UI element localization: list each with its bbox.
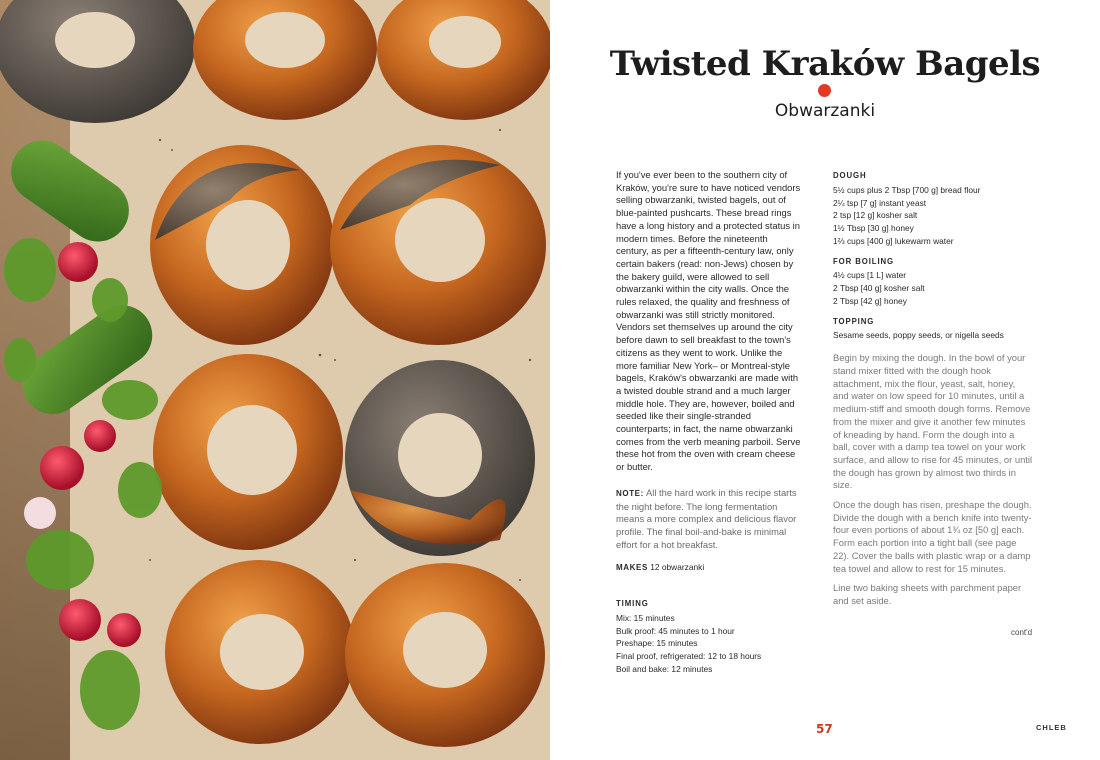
bagel-row2-left — [150, 145, 334, 345]
bagel-row3-right — [345, 360, 535, 556]
ingredient-item: 2 Tbsp [40 g] kosher salt — [833, 283, 925, 294]
ingredient-item: 2 tsp [12 g] kosher salt — [833, 210, 918, 221]
method-step: Once the dough has risen, preshape the dough. Divide the dough with a bench knife into twenty-four even portions of about 1¾ oz [50 g] each. Form each portion into a tight ball (see page 22). Cover the balls with plastic wrap or a damp tea towel and allow to rest for 15 minutes. — [833, 499, 1032, 574]
bagel-row4-right — [345, 563, 545, 747]
yield-line — [616, 561, 802, 575]
note-label: NOTE: — [616, 488, 644, 498]
recipe-page — [550, 0, 1100, 760]
red-dot-ornament — [818, 84, 831, 97]
intro-paragraph: If you've ever been to the southern city of Kraków, you're sure to have noticed vendors selling obwarzanki, twisted bagels, out of blue-painted pushcarts. These bread rings have a long history and a protected status in modern times. Before the nineteenth century, as per a fifteenth-century law, only certain bakers (read: non-Jews) chosen by the bakery guild, were allowed to sell obwarzanki within the city walls. Once the rules relaxed, the quality and freshness of obwarzanki was still strictly monitored. Vendors set themselves up around the city before dawn to sell breakfast to the town's citizens as they went to work. Unlike the more familiar New York– or Montreal-style bagels, Kraków's obwarzanki are made with a twisted double strand and a much larger middle hole. They are, however, boiled and seeded like their single-stranded counterparts; in fact, the name obwarzanki comes from the verb meaning parboil. Serve these hot from the oven with cream cheese or butter. — [616, 169, 801, 473]
timing-item: Boil and bake: 12 minutes — [616, 663, 713, 674]
ingredients-method-column — [833, 170, 1033, 615]
ingredient-item: 1⅔ cups [400 g] lukewarm water — [833, 235, 954, 246]
bagel-row3-left — [153, 354, 343, 550]
timing-item: Preshape: 15 minutes — [616, 638, 698, 649]
timing-section — [616, 598, 802, 676]
chapter-label: CHLEB — [1036, 723, 1067, 732]
recipe-subtitle: Obwarzanki — [774, 101, 876, 121]
timing-item: Final proof, refrigerated: 12 to 18 hours — [616, 651, 762, 662]
note-text: All the hard work in this recipe starts the night before. The long fermentation means a more complex and delicious flavor profile. The final boil-and-bake is minimal effort for a hot breakfast. — [616, 486, 797, 550]
recipe-title: Twisted Kraków Bagels — [609, 44, 1041, 84]
makes-value: 12 obwarzanki — [650, 562, 705, 573]
page-number: 57 — [816, 722, 833, 736]
ingredient-item: 2¼ tsp [7 g] instant yeast — [833, 197, 927, 208]
intro-column — [616, 169, 802, 676]
boiling-ingredients — [833, 269, 1033, 307]
timing-item: Mix: 15 minutes — [616, 612, 675, 623]
dough-section — [833, 170, 1033, 248]
ingredient-item: Sesame seeds, poppy seeds, or nigella seeds — [833, 330, 1004, 341]
topping-ingredients — [833, 329, 1033, 342]
timing-heading: TIMING — [616, 599, 649, 609]
timing-item: Bulk proof: 45 minutes to 1 hour — [616, 625, 735, 636]
dough-heading: DOUGH — [833, 171, 867, 180]
boiling-section — [833, 256, 1033, 308]
ingredient-item: 5½ cups plus 2 Tbsp [700 g] bread flour — [833, 184, 981, 195]
ingredient-item: 4½ cups [1 L] water — [833, 270, 907, 281]
continued-marker: cont'd — [1011, 628, 1033, 637]
bagel-row4-left — [165, 560, 355, 744]
note-paragraph — [616, 487, 802, 552]
topping-section — [833, 316, 1033, 343]
topping-heading: TOPPING — [833, 316, 875, 326]
method-step: Line two baking sheets with parchment paper and set aside. — [833, 582, 1022, 606]
timing-list — [616, 612, 802, 676]
ingredient-item: 1½ Tbsp [30 g] honey — [833, 223, 914, 234]
method-step: Begin by mixing the dough. In the bowl of your stand mixer fitted with the dough hook attachment, mix the flour, yeast, salt, honey, and water on low speed for 10 minutes, until a medium-stiff and smooth dough forms. Remove from the mixer and give it another few minutes of kneading by hand. Form the dough into a ball, cover with a damp tea towel on your work surface, and allow to rise for 45 minutes, or until the dough has grown by almost two thirds in size. — [833, 352, 1033, 491]
makes-label: MAKES — [616, 563, 648, 573]
dough-ingredients — [833, 184, 1033, 248]
bagel-row2-right — [330, 145, 546, 345]
boiling-heading: FOR BOILING — [833, 256, 895, 266]
method-section — [833, 352, 1033, 607]
ingredient-item: 2 Tbsp [42 g] honey — [833, 295, 907, 306]
